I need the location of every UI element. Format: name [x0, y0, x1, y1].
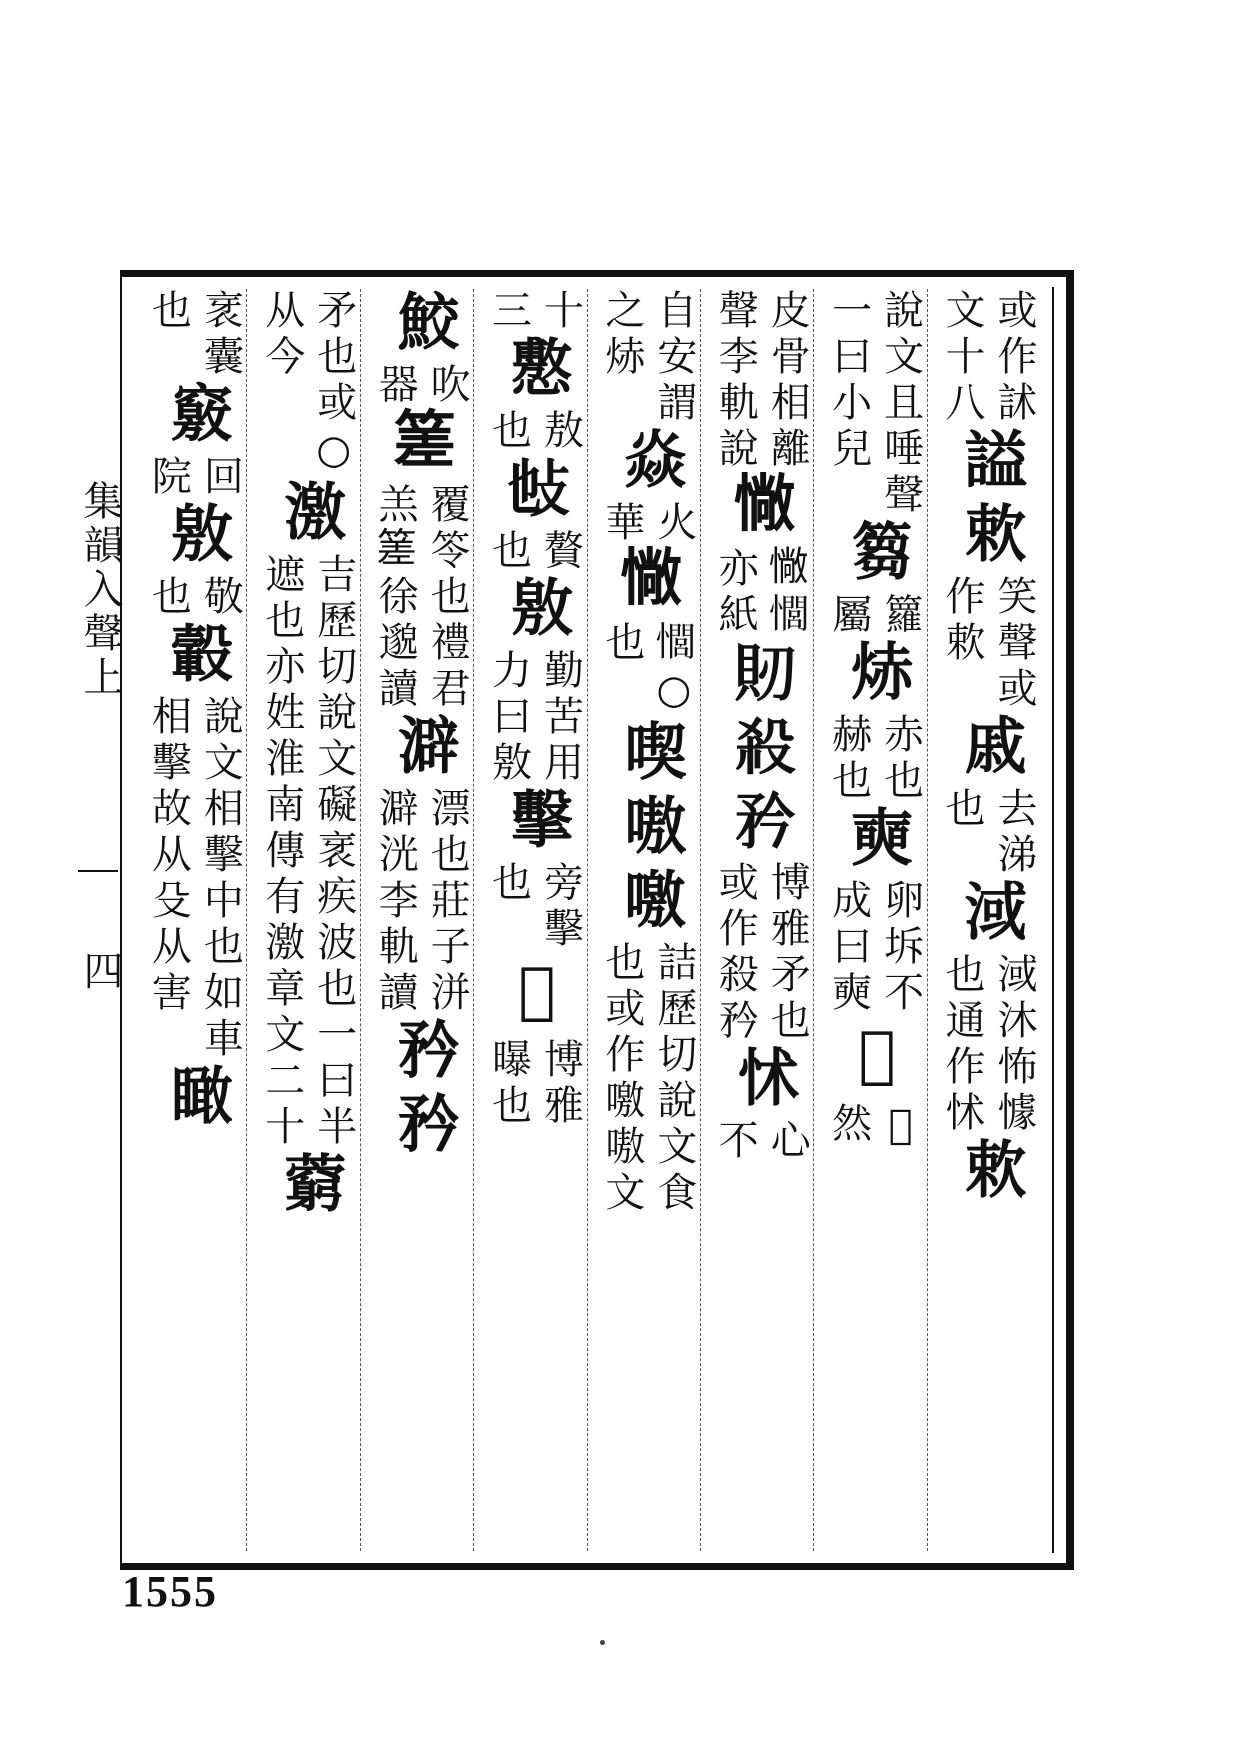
annotation	[823, 713, 927, 805]
headword: 戚	[954, 713, 1027, 787]
annotation-line: 勤苦用	[537, 649, 584, 787]
headword: 鮫	[387, 289, 461, 363]
headword: 奭	[840, 805, 914, 879]
annotation-line: 也	[485, 409, 532, 455]
annotation	[823, 289, 927, 519]
annotation-line: 从今	[258, 289, 305, 381]
text-columns	[134, 289, 1040, 1551]
annotation-line: 或作殺矜	[712, 861, 759, 1045]
headword: 𢠵	[727, 473, 801, 547]
annotation-line: 遮也亦姓淮南傳有激章文二十	[258, 553, 305, 1151]
headword: 謚欶	[954, 427, 1027, 575]
annotation	[823, 593, 927, 639]
inner-border	[1052, 287, 1054, 1553]
annotation-line: 衺	[197, 289, 244, 335]
page-frame	[120, 270, 1074, 1570]
headword: 怵	[727, 1045, 801, 1119]
headword: 𤓰	[500, 953, 574, 1038]
annotation	[709, 289, 813, 473]
annotation	[936, 381, 1040, 427]
annotation	[596, 501, 700, 547]
annotation-line: 說文且唾聲	[877, 289, 924, 519]
annotation	[709, 1119, 813, 1165]
annotation-line: 回	[197, 455, 244, 501]
headword: 激	[273, 479, 347, 553]
annotation	[483, 409, 587, 455]
annotation-line: 淢沐怖懅	[991, 953, 1037, 1137]
annotation-line: 也	[485, 861, 532, 907]
annotation	[936, 953, 1040, 1137]
annotation-line: ○	[650, 667, 697, 719]
annotation-line: 訹	[991, 381, 1037, 427]
annotation-line: 自安謂	[650, 289, 697, 427]
annotation-line: 也	[145, 575, 192, 621]
headword: 矜矜	[387, 1017, 461, 1165]
annotation-line: 成曰奭	[825, 879, 872, 1017]
book-title: 集韻入聲上	[77, 480, 123, 700]
headword: 𢻫	[500, 455, 574, 529]
annotation-line: 也	[598, 621, 645, 667]
annotation-line: 𢠵𢣻	[764, 547, 811, 639]
gutter-margin	[77, 480, 123, 1530]
annotation-line: 澼洸李軌讀	[372, 787, 419, 1017]
annotation-line: 作欶	[939, 575, 985, 667]
annotation-line: 也或作噭嗷文	[598, 941, 645, 1217]
annotation-line: 吉歷切說文礙衺疾波也一曰半	[310, 553, 357, 1151]
headword: 𥰭	[387, 409, 461, 483]
annotation-line: 皮骨相離	[764, 289, 811, 473]
annotation-line: 院	[145, 455, 192, 501]
annotation	[369, 363, 473, 409]
annotation-line: 十	[537, 289, 584, 335]
annotation-line: 華	[598, 501, 645, 547]
headword: 敫	[500, 575, 574, 649]
headword: 澼	[387, 713, 461, 787]
annotation-line: 也通作怵	[939, 953, 985, 1137]
annotation-line: 笑聲或	[991, 575, 1037, 713]
annotation-line: 贅	[537, 529, 584, 575]
annotation-line: 曝也	[485, 1038, 532, 1130]
annotation-line: 博雅	[537, 1038, 584, 1130]
page-number: 1555	[122, 1567, 218, 1616]
text-column	[134, 289, 246, 1551]
text-column	[927, 289, 1040, 1551]
annotation-line: 籮	[877, 593, 924, 639]
annotation	[369, 483, 473, 713]
annotation-line: 一曰小兒	[825, 289, 872, 473]
annotation	[823, 1102, 927, 1154]
annotation-line: 旁擊	[537, 861, 584, 953]
annotation	[936, 787, 1040, 879]
annotation	[596, 941, 700, 1217]
annotation-line: 𥿀	[877, 1102, 924, 1154]
annotation-line: 火	[650, 501, 697, 547]
annotation	[483, 289, 587, 335]
headword: 懯	[500, 335, 574, 409]
headword: 𧴬殺矜	[727, 639, 801, 861]
annotation	[256, 553, 360, 1151]
annotation	[483, 529, 587, 575]
annotation	[483, 649, 587, 787]
headword: 竅	[160, 381, 234, 455]
headword: 篘	[840, 519, 914, 593]
annotation	[142, 695, 246, 1063]
headword: 𢠵	[613, 547, 687, 621]
annotation	[936, 575, 1040, 713]
annotation	[142, 455, 246, 501]
headword: 敫	[160, 501, 234, 575]
annotation-line: 赫也	[825, 713, 872, 805]
annotation	[194, 335, 246, 381]
annotation-line: 器	[372, 363, 419, 409]
annotation-line: 敬	[197, 575, 244, 621]
annotation	[142, 575, 246, 621]
annotation-line: 詰歷切說文食	[650, 941, 697, 1217]
text-column	[813, 289, 926, 1551]
annotation	[596, 621, 700, 667]
text-column	[360, 289, 473, 1551]
annotation-line: 吹	[424, 363, 471, 409]
text-column	[246, 289, 359, 1551]
headword: 瞰	[160, 1063, 234, 1137]
headword: 𥿀	[840, 1017, 914, 1102]
annotation-line: 羔𥰭徐邈讀	[372, 483, 419, 713]
annotation-line: 聲李軌說	[712, 289, 759, 473]
annotation-line: 去涕	[991, 787, 1037, 879]
headword: 焃	[840, 639, 914, 713]
scan-speck	[600, 1640, 605, 1645]
annotation-line: 卵坼不	[877, 879, 924, 1017]
annotation-line: 或作	[991, 289, 1037, 381]
annotation-line: 之焃	[598, 289, 645, 381]
headword: 焱	[613, 427, 687, 501]
annotation-line: 心	[764, 1119, 811, 1165]
annotation	[308, 427, 360, 479]
annotation	[483, 1038, 587, 1130]
annotation-line: 也	[485, 529, 532, 575]
text-column	[473, 289, 586, 1551]
annotation-line: 也	[145, 289, 192, 335]
annotation-line: 也	[939, 787, 985, 833]
annotation	[596, 289, 700, 427]
annotation-line: 矛也或	[310, 289, 357, 427]
annotation	[709, 547, 813, 639]
annotation-line: 三	[485, 289, 532, 335]
annotation-line: 漂也莊子洴	[424, 787, 471, 1017]
annotation-line: 文十	[939, 289, 985, 381]
annotation	[823, 879, 927, 1017]
left-margin-rule	[120, 277, 122, 1563]
annotation-line: 不	[712, 1119, 759, 1165]
annotation	[369, 787, 473, 1017]
annotation	[483, 861, 587, 953]
annotation-line: 亦紙	[712, 547, 759, 639]
annotation-line: 相擊故从殳从害	[145, 695, 192, 1017]
annotation-line: 八	[939, 381, 985, 427]
headword: 轂	[160, 621, 234, 695]
annotation-line: 囊	[197, 335, 244, 381]
text-column	[587, 289, 700, 1551]
annotation-line: 𢣻	[650, 621, 697, 667]
annotation-line: 敖	[537, 409, 584, 455]
leaf-number: 四	[77, 950, 123, 990]
headword: 藭	[273, 1151, 347, 1225]
annotation-line: 力曰敫	[485, 649, 532, 787]
annotation-line: 博雅矛也	[764, 861, 811, 1045]
annotation-line: 赤也	[877, 713, 924, 805]
annotation-line: ○	[310, 427, 357, 479]
text-column	[700, 289, 813, 1551]
gutter-rule	[78, 870, 118, 872]
headword: 淢	[954, 879, 1027, 953]
headword: 欶	[954, 1137, 1027, 1211]
annotation-line: 覆笭也禮君	[424, 483, 471, 713]
annotation	[709, 861, 813, 1045]
annotation-line: 說文相擊中也如車	[197, 695, 244, 1063]
annotation-line: 然	[825, 1102, 872, 1148]
annotation	[256, 289, 360, 427]
headword: 擊	[500, 787, 574, 861]
annotation	[936, 289, 1040, 381]
headword: 喫嗷噭	[613, 719, 687, 941]
annotation-line: 屬	[825, 593, 872, 639]
annotation	[142, 289, 246, 335]
annotation	[648, 667, 700, 719]
